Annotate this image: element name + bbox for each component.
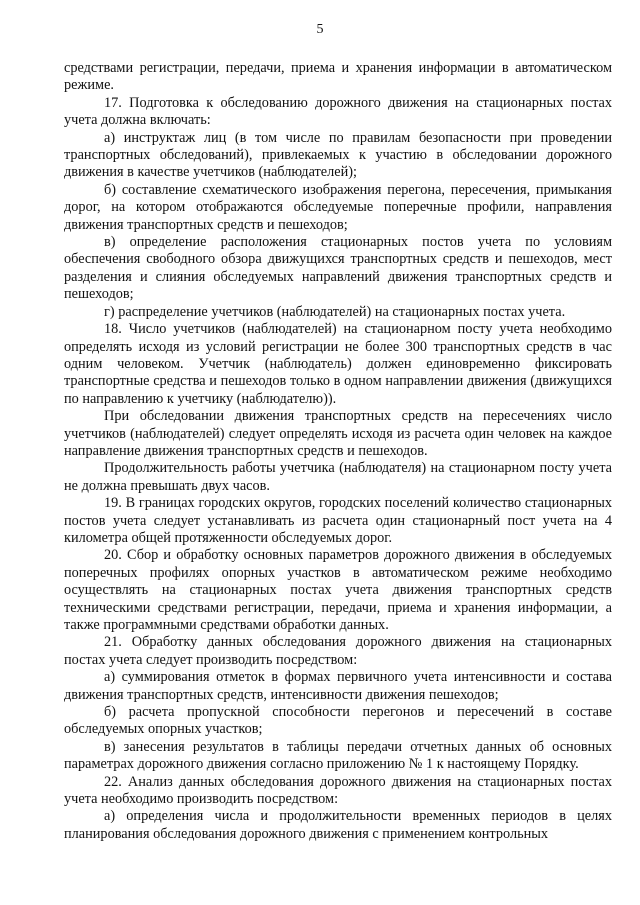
document-body [64,60,612,843]
paragraph: а) суммирования отметок в формах первичного учета интенсивности и состава движения транспортных средств, интенсивности движения пешеходов; [64,669,612,703]
paragraph: 22. Анализ данных обследования дорожного движения на стационарных постах учета необходимо производить посредством: [64,773,612,808]
paragraph: 20. Сбор и обработку основных параметров дорожного движения в обследуемых поперечных профилях опорных участков в автоматическом режиме необходимо осуществлять на стационарных постах учета движения транспортных средств техническими средствами регистрации, передачи, приема и хранения информации, а также программными средствами обработки данных. [64,547,612,633]
paragraph: б) расчета пропускной способности перегонов и пересечений в составе обследуемых опорных участков; [64,704,612,738]
paragraph: 17. Подготовка к обследованию дорожного движения на стационарных постах учета должна включать: [64,94,612,129]
paragraph: Продолжительность работы учетчика (наблюдателя) на стационарном посту учета не должна превышать двух часов. [64,460,612,494]
paragraph: в) занесения результатов в таблицы передачи отчетных данных об основных параметрах дорожного движения согласно приложению № 1 к настоящему Порядку. [64,738,612,773]
paragraph: средствами регистрации, передачи, приема и хранения информации в автоматическом режиме. [64,60,612,94]
paragraph: 18. Число учетчиков (наблюдателей) на стационарном посту учета необходимо определять исходя из условий регистрации не более 300 транспортных средств в час одним человеком. Учетчик (наблюдатель) должен единовременно фиксировать транспортные средства и пешеходов только в одном направлении движения (движущихся по направлению к учетчику (наблюдателю)). [64,321,612,407]
paragraph: 19. В границах городских округов, городских поселений количество стационарных постов учета следует устанавливать из расчета один стационарный пост учета на 4 километра общей протяженности обследуемых дорог. [64,495,612,546]
paragraph: а) инструктаж лиц (в том числе по правилам безопасности при проведении транспортных обследований), привлекаемых к участию в обследовании дорожного движения в качестве учетчиков (наблюдателей); [64,129,612,181]
paragraph: в) определение расположения стационарных постов учета по условиям обеспечения свободного обзора движущихся транспортных средств и пешеходов, мест разделения и слияния обследуемых направлений движения транспортных средств и пешеходов; [64,234,612,303]
page-number: 5 [316,22,324,37]
paragraph: г) распределение учетчиков (наблюдателей) на стационарных постах учета. [104,303,566,320]
paragraph: а) определения числа и продолжительности временных периодов в целях планирования обследования дорожного движения с применением контрольных [64,808,612,842]
paragraph: 21. Обработку данных обследования дорожного движения на стационарных постах учета следует производить посредством: [64,634,612,668]
paragraph: При обследовании движения транспортных средств на пересечениях число учетчиков (наблюдателей) следует определять исходя из расчета один человек на каждое направление движения транспортных средств и пешеходов. [64,408,612,459]
paragraph: б) составление схематического изображения перегона, пересечения, примыкания дорог, на котором отображаются обследуемые поперечные профили, направления движения транспортных средств и пешеходов; [64,181,612,233]
